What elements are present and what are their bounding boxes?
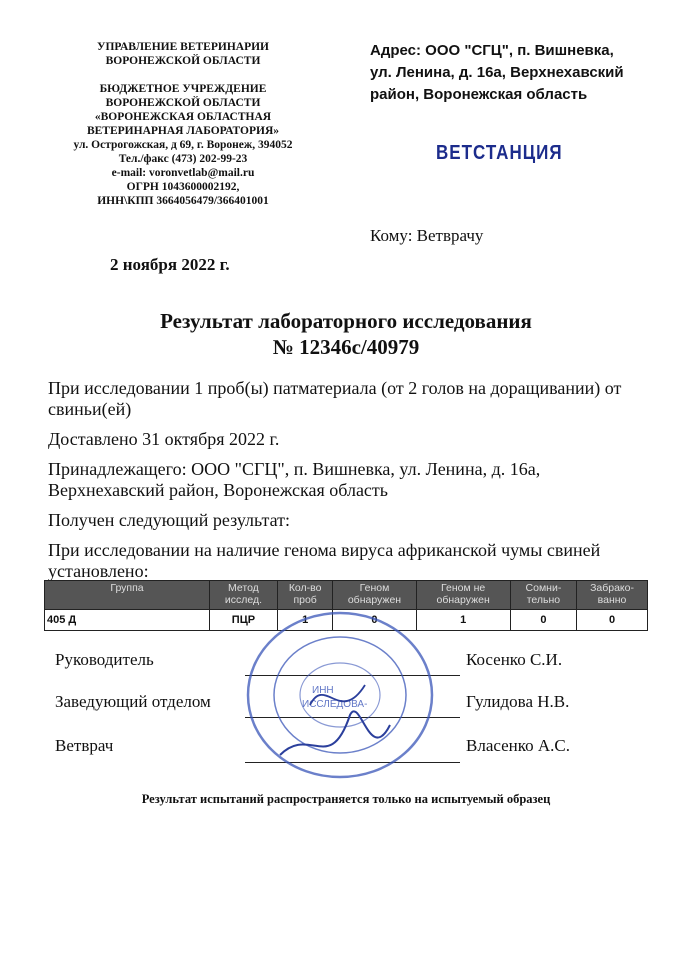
header-text: ВОРОНЕЖСКОЙ ОБЛАСТИ [105,55,261,67]
table-cell: 1 [277,610,333,631]
signature-role: Руководитель [55,650,154,669]
title-line: Результат лабораторного исследования [160,309,532,333]
address-line: район, Воронежская область [370,86,588,103]
lab-address: ул. Острогожская, д 69, г. Воронеж, 394052 [73,139,293,151]
document-number: № 12346с/40979 [272,335,420,359]
paragraph: Принадлежащего: ООО "СГЦ", п. Вишневка, ул. Ленина, д. 16а, Верхнехавский район, Воронежская область [48,459,541,500]
header-text: «ВОРОНЕЖСКАЯ ОБЛАСТНАЯ [94,111,272,123]
lab-phone: Тел./факс (473) 202-99-23 [118,153,248,165]
signature-name: Власенко А.С. [466,736,571,755]
header-text: ВЕТЕРИНАРНАЯ ЛАБОРАТОРИЯ» [86,125,280,137]
column-header: Сомни-тельно [510,581,576,610]
svg-text:ИНН: ИНН [312,685,334,696]
signature-name: Гулидова Н.В. [466,692,570,711]
paragraph: Получен следующий результат: [48,510,291,530]
signature-name: Косенко С.И. [466,650,563,669]
table-cell: 405 Д [45,610,210,631]
paragraph: Доставлено 31 октября 2022 г. [48,429,280,449]
table-cell: 0 [510,610,576,631]
lab-ogrn: ОГРН 1043600002192, [126,181,240,193]
document-title [0,308,692,360]
column-header: Метод исслед. [210,581,278,610]
document-body [48,378,658,591]
document-date: 2 ноября 2022 г. [110,255,230,274]
column-header: Кол-во проб [277,581,333,610]
column-header: Геном не обнаружен [416,581,510,610]
column-header: Группа [45,581,210,610]
header-text: БЮДЖЕТНОЕ УЧРЕЖДЕНИЕ [99,83,267,95]
lab-email: e-mail: voronvetlab@mail.ru [111,167,255,179]
table-cell: 1 [416,610,510,631]
paragraph: При исследовании на наличие генома вируса африканской чумы свиней установлено: [48,540,601,581]
paragraph: При исследовании 1 проб(ы) патматериала (от 2 голов на доращивании) от свиньи(ей) [48,378,622,419]
table-cell: ПЦР [210,610,278,631]
address-line: ул. Ленина, д. 16а, Верхнехавский [370,64,624,81]
table-cell: 0 [333,610,416,631]
vetstation-stamp: ВЕТСТАНЦИЯ [436,141,563,164]
header-text: ВОРОНЕЖСКОЙ ОБЛАСТИ [105,97,261,109]
recipient: Кому: Ветврачу [370,226,484,245]
column-header: Забрако-ванно [577,581,648,610]
signature-role: Заведующий отделом [55,692,211,711]
column-header: Геном обнаружен [333,581,416,610]
table-cell: 0 [577,610,648,631]
lab-header [48,40,318,208]
official-seal [240,605,440,785]
address-line: Адрес: ООО "СГЦ", п. Вишневка, [370,42,614,59]
footer-note: Результат испытаний распространяется только на испытуемый образец [141,792,551,806]
header-text: УПРАВЛЕНИЕ ВЕТЕРИНАРИИ [97,41,269,53]
lab-inn: ИНН\КПП 3664056479/366401001 [97,195,269,207]
svg-text:ИССЛЕДОВА-: ИССЛЕДОВА- [302,699,368,710]
signature-role: Ветврач [55,736,114,755]
recipient-address [370,40,670,106]
